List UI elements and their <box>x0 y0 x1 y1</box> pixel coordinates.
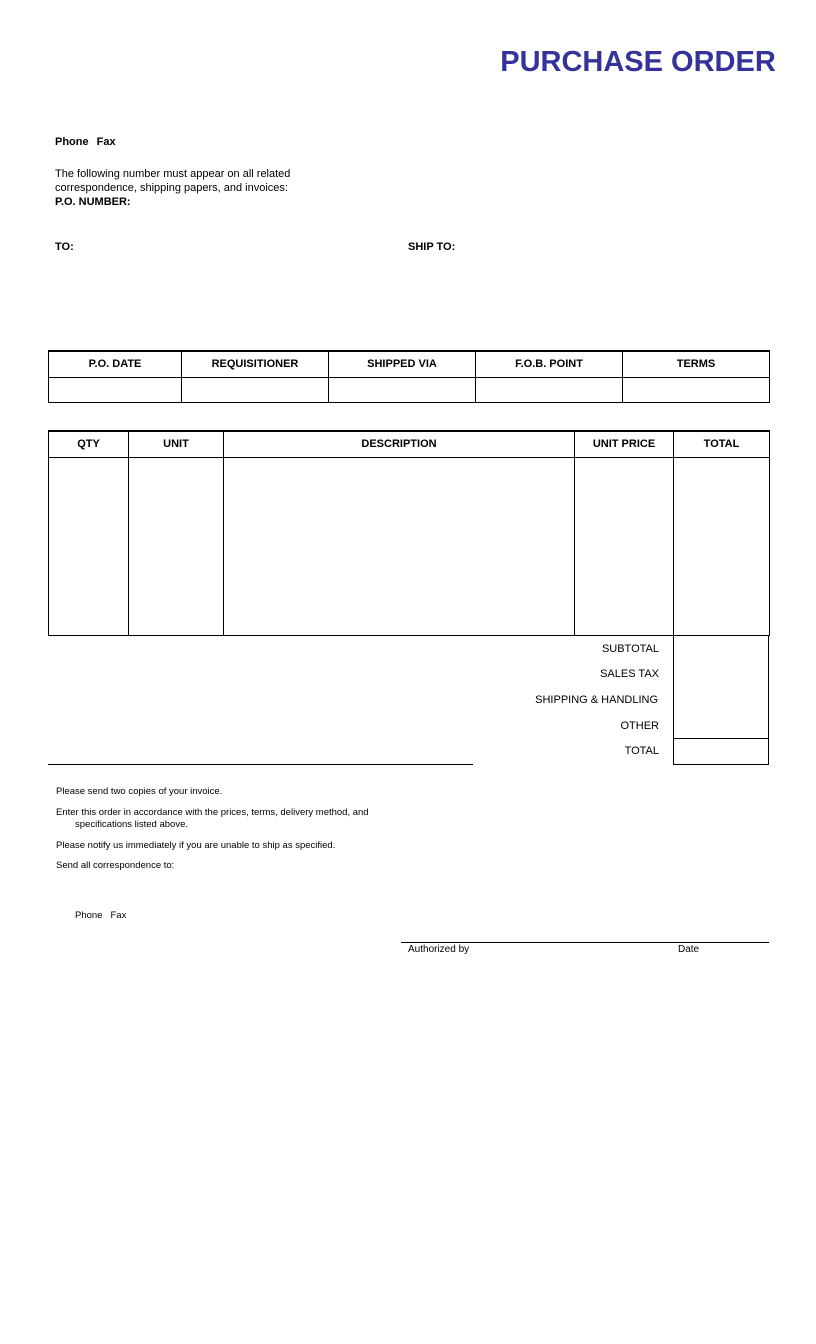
header-qty: QTY <box>49 431 129 457</box>
header-unit-price: UNIT PRICE <box>575 431 674 457</box>
fax-label: Fax <box>110 910 127 921</box>
instruction-notify: Please notify us immediately if you are unable to ship as specified. <box>56 840 336 851</box>
sales-tax-label: SALES TAX <box>600 668 659 680</box>
shipped-via-cell[interactable] <box>329 377 476 402</box>
description-cell[interactable] <box>224 457 575 635</box>
line-total-cell[interactable] <box>674 457 770 635</box>
header-unit: UNIT <box>129 431 224 457</box>
qty-cell[interactable] <box>49 457 129 635</box>
terms-cell[interactable] <box>623 377 770 402</box>
document-title: PURCHASE ORDER <box>500 46 776 78</box>
ship-to-label: SHIP TO: <box>408 241 456 253</box>
total-row-bottom-border <box>673 764 769 765</box>
section-divider <box>48 764 473 765</box>
correspondence-contact <box>75 910 126 922</box>
header-fob-point: F.O.B. POINT <box>476 351 623 377</box>
totals-right-border <box>768 636 769 764</box>
other-label: OTHER <box>620 720 659 732</box>
date-label: Date <box>678 944 700 955</box>
totals-values-box[interactable] <box>674 637 768 738</box>
header-shipped-via: SHIPPED VIA <box>329 351 476 377</box>
unit-cell[interactable] <box>129 457 224 635</box>
phone-label: Phone <box>75 910 103 921</box>
po-notice-line-1: The following number must appear on all related <box>55 168 291 180</box>
signature-line[interactable] <box>401 942 769 943</box>
authorized-by-label: Authorized by <box>408 944 470 955</box>
instruction-correspondence: Send all correspondence to: <box>56 860 175 871</box>
header-terms: TERMS <box>623 351 770 377</box>
instruction-accordance-line-2: specifications listed above. <box>75 819 189 830</box>
po-number-label: P.O. NUMBER: <box>55 196 131 208</box>
items-table <box>48 430 770 636</box>
fob-point-cell[interactable] <box>476 377 623 402</box>
table-row <box>49 457 770 635</box>
fax-label: Fax <box>96 136 116 148</box>
subtotal-label: SUBTOTAL <box>601 643 659 655</box>
order-info-table <box>48 350 770 403</box>
to-label: TO: <box>55 241 74 253</box>
header-total: TOTAL <box>674 431 770 457</box>
header-po-date: P.O. DATE <box>49 351 182 377</box>
shipping-handling-label: SHIPPING & HANDLING <box>535 694 658 706</box>
header-requisitioner: REQUISITIONER <box>182 351 329 377</box>
po-date-cell[interactable] <box>49 377 182 402</box>
instruction-accordance-line-1: Enter this order in accordance with the prices, terms, delivery method, and <box>56 807 369 818</box>
phone-label: Phone <box>55 136 89 148</box>
unit-price-cell[interactable] <box>575 457 674 635</box>
instruction-invoice-copies: Please send two copies of your invoice. <box>56 786 223 797</box>
po-notice-line-2: correspondence, shipping papers, and invoices: <box>55 182 288 194</box>
grand-total-value[interactable] <box>674 739 768 764</box>
total-label: TOTAL <box>624 745 659 757</box>
table-row <box>49 377 770 402</box>
company-contact <box>55 135 116 149</box>
requisitioner-cell[interactable] <box>182 377 329 402</box>
header-description: DESCRIPTION <box>224 431 575 457</box>
